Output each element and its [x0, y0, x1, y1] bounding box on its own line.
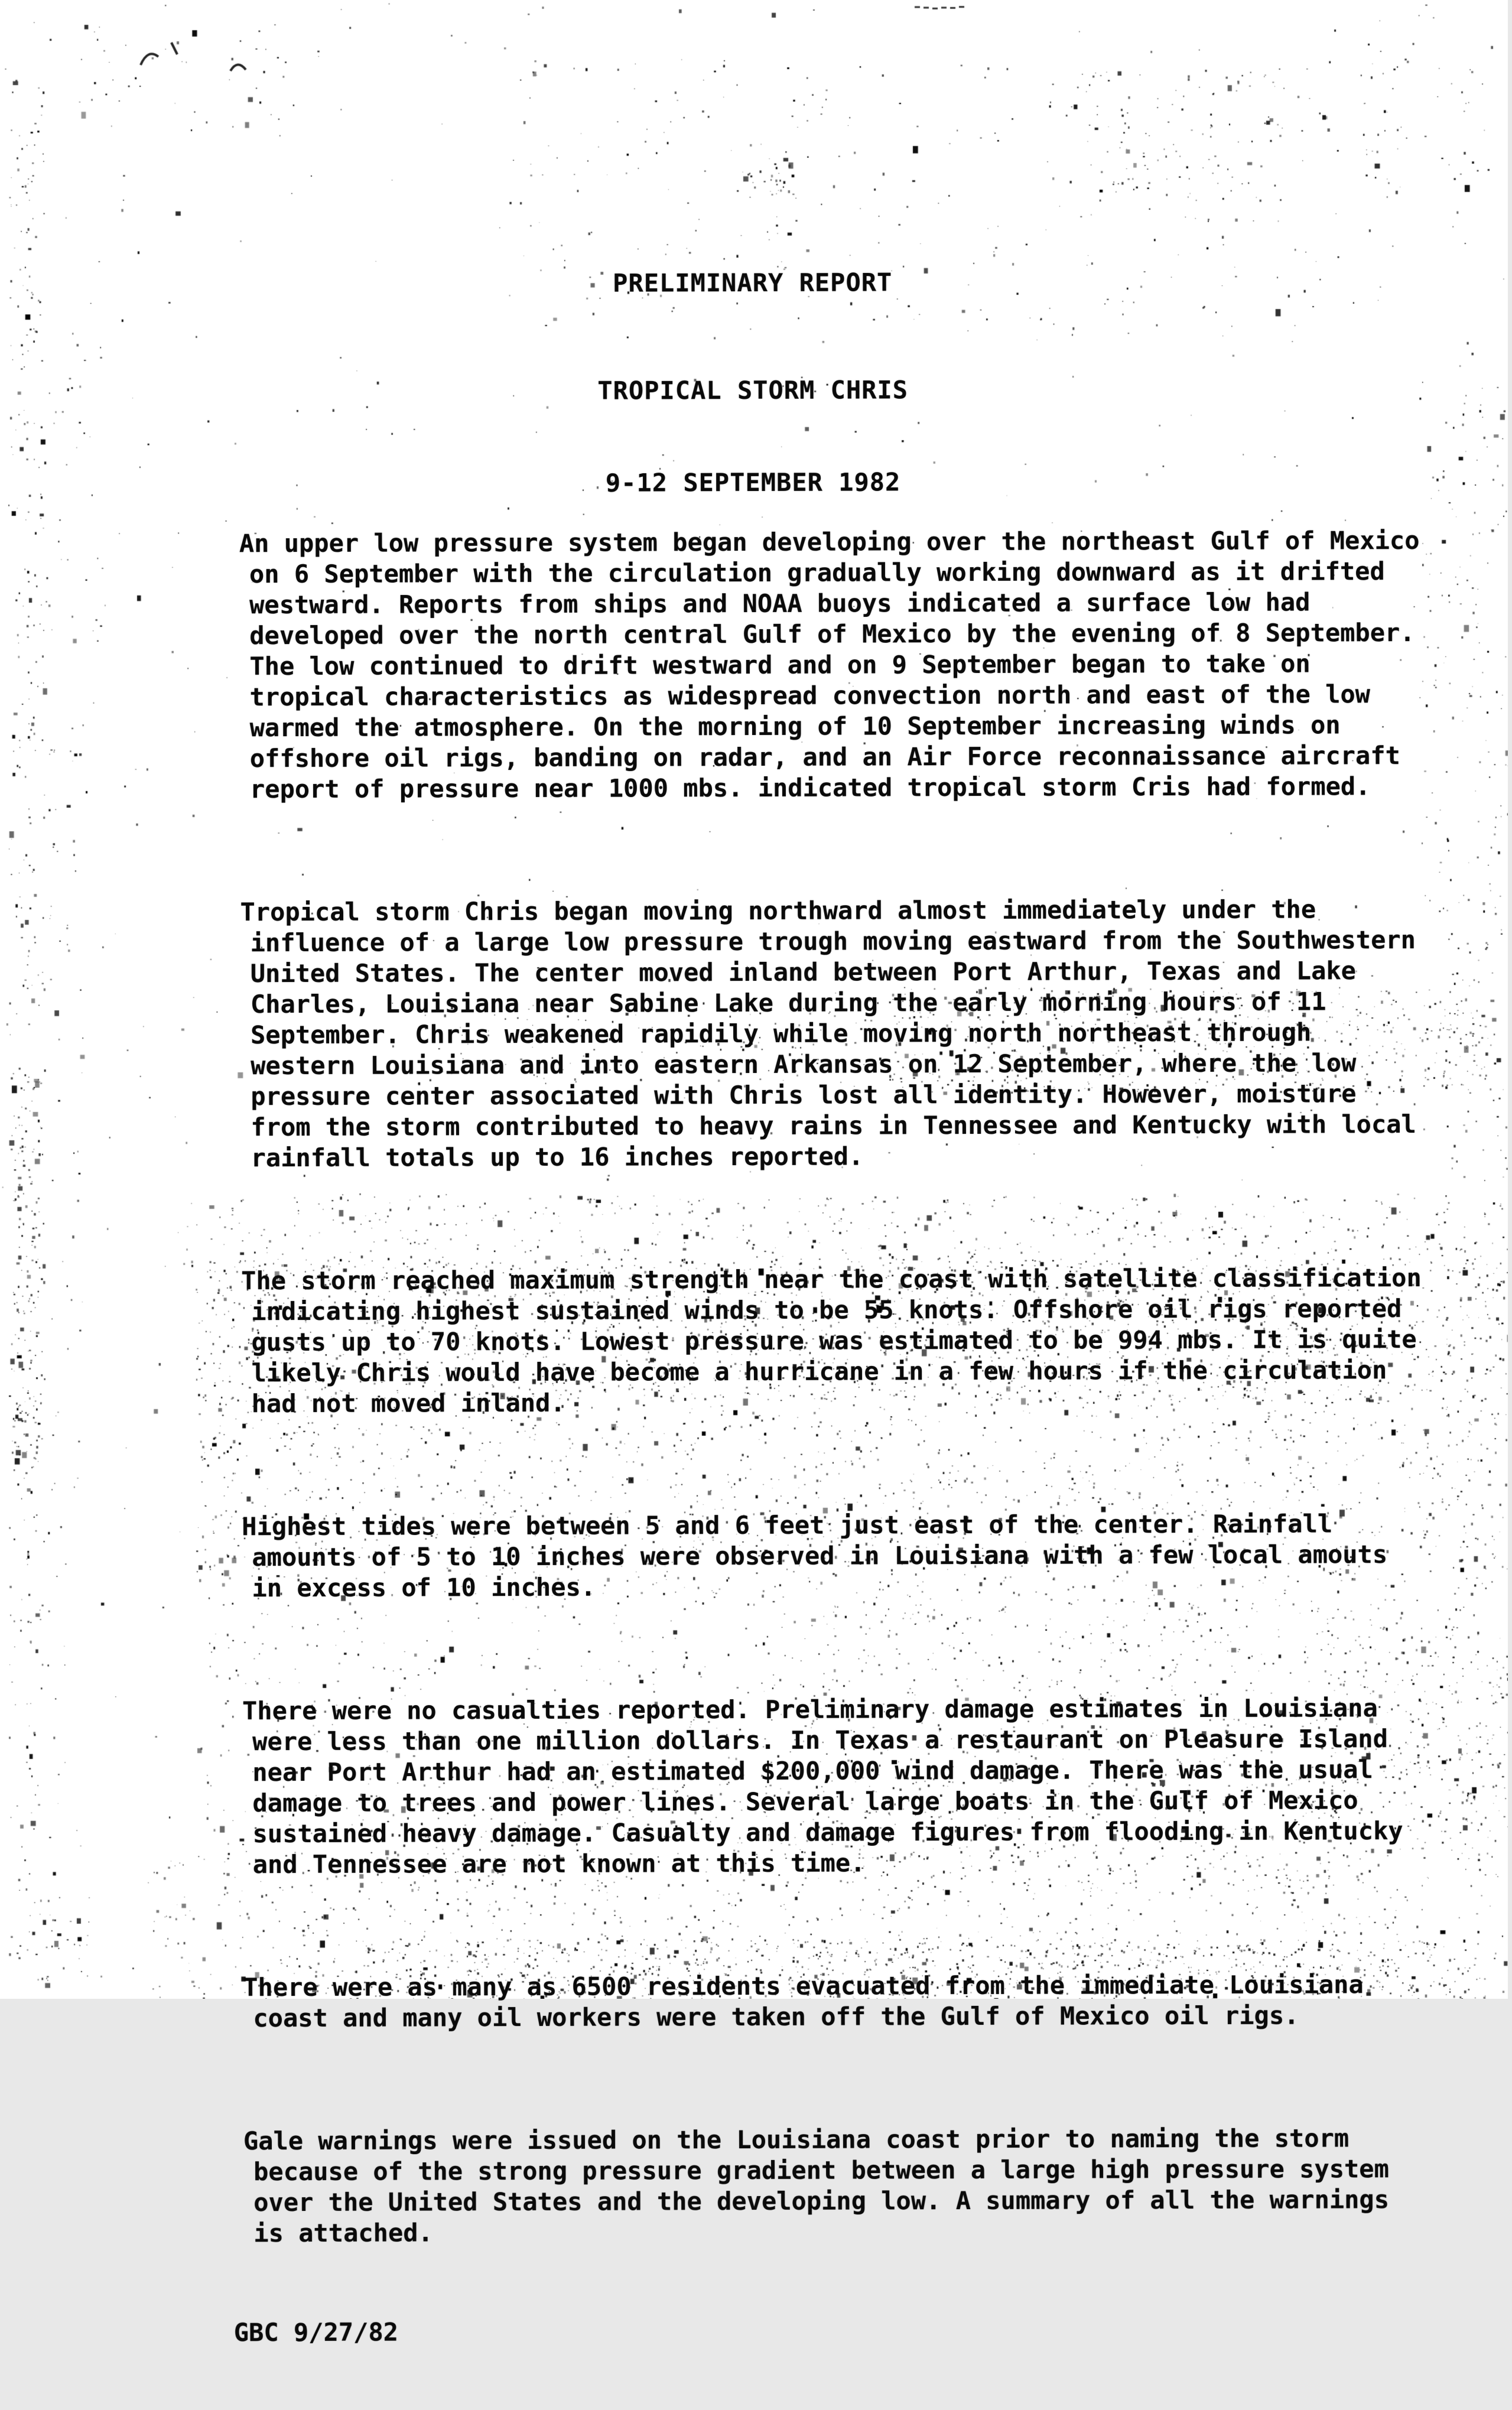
text-line: An upper low pressure system began developing over the northeast Gulf of Mexico — [239, 526, 1420, 558]
text-line: There were no casualties reported. Preliminary damage estimates in Louisiana — [242, 1693, 1378, 1726]
text-line: coast and many oil workers were taken off the Gulf of Mexico oil rigs. — [253, 2001, 1299, 2033]
document-subtitle-dates: 9-12 SEPTEMBER 1982 — [605, 467, 901, 497]
paragraph-2 — [240, 894, 1475, 1173]
text-line: sustained heavy damage. Casualty and damage figures from flooding in Kentucky — [252, 1816, 1403, 1849]
text-line: September. Chris weakened rapidily while moving north northeast through — [250, 1017, 1312, 1050]
text-line: There were as many as 6500 residents evacuated from the immediate Louisiana — [243, 1970, 1364, 2002]
text-line: western Louisiana and into eastern Arkansas on 12 September, where the low — [251, 1048, 1357, 1081]
text-line: United States. The center moved inland between Port Arthur, Texas and Lake — [250, 956, 1357, 988]
text-line: is attached. — [253, 2218, 433, 2248]
text-line: gusts up to 70 knots. Lowest pressure was estimated to be 994 mbs. It is quite — [251, 1325, 1417, 1357]
text-line: on 6 September with the circulation gradually working downward as it drifted — [249, 557, 1385, 589]
paragraph-4 — [242, 1508, 1477, 1604]
text-line: offshore oil rigs, banding on radar, and an Air Force reconnaissance aircraft — [249, 741, 1400, 773]
text-line: developed over the north central Gulf of Mexico by the evening of 8 September. — [249, 618, 1415, 651]
text-line: pressure center associated with Chris lost all identity. However, moisture — [251, 1079, 1357, 1111]
text-line: Gale warnings were issued on the Louisiana coast prior to naming the storm — [243, 2123, 1350, 2156]
text-line: report of pressure near 1000 mbs. indicated tropical storm Cris had formed. — [249, 772, 1371, 804]
paragraph-5 — [242, 1693, 1478, 1880]
paragraph-7 — [243, 2123, 1479, 2249]
text-line: over the United States and the developing low. A summary of all the warnings — [253, 2185, 1390, 2217]
text-line: and Tennessee are not known at this time. — [252, 1848, 866, 1879]
signature-initials-date: GBC 9/27/82 — [233, 2317, 399, 2347]
text-line: westward. Reports from ships and NOAA buoys indicated a surface low had — [249, 587, 1311, 620]
text-line: The storm reached maximum strength near the coast with satellite classification — [241, 1263, 1422, 1296]
text-line: The low continued to drift westward and on 9 September began to take on — [249, 649, 1311, 681]
text-line: warmed the atmosphere. On the morning of 10 September increasing winds on — [249, 710, 1341, 743]
text-line: rainfall totals up to 16 inches reported. — [251, 1141, 864, 1173]
document-body — [233, 464, 1480, 2409]
text-line: damage to trees and power lines. Several large boats in the Gulf of Mexico — [252, 1785, 1358, 1818]
text-line: Tropical storm Chris began moving northward almost immediately under the — [240, 895, 1316, 927]
text-line: in excess of 10 inches. — [252, 1572, 596, 1603]
text-line: tropical characteristics as widespread convection north and east of the low — [249, 679, 1371, 712]
paragraph-6 — [243, 1969, 1478, 2034]
document-title: PRELIMINARY REPORT — [613, 268, 893, 298]
text-line: indicating highest sustained winds to be 55 knots. Offshore oil rigs reported — [251, 1294, 1402, 1326]
text-line: likely Chris would have become a hurricane in a few hours if the circulation — [251, 1355, 1387, 1388]
text-line: near Port Arthur had an estimated $200,000 wind damage. There was the usual — [252, 1755, 1373, 1787]
text-line: from the storm contributed to heavy rains in Tennessee and Kentucky with local — [251, 1110, 1416, 1142]
paragraph-3 — [241, 1263, 1477, 1419]
text-line: because of the strong pressure gradient between a large high pressure system — [253, 2154, 1389, 2187]
text-line: Highest tides were between 5 and 6 feet just east of the center. Rainfall — [242, 1509, 1333, 1541]
paragraph-1 — [239, 525, 1475, 805]
text-line: were less than one million dollars. In Texas a restaurant on Pleasure Island — [252, 1724, 1388, 1757]
document-subtitle-storm-name: TROPICAL STORM CHRIS — [597, 375, 909, 405]
text-line: had not moved inland. — [251, 1388, 565, 1419]
text-line: Charles, Louisiana near Sabine Lake during the early morning hours of 11 — [250, 987, 1326, 1019]
text-line: amounts of 5 to 10 inches were observed in Louisiana with a few local amouts — [252, 1540, 1388, 1572]
text-line: influence of a large low pressure trough moving eastward from the Southwestern — [250, 925, 1416, 958]
